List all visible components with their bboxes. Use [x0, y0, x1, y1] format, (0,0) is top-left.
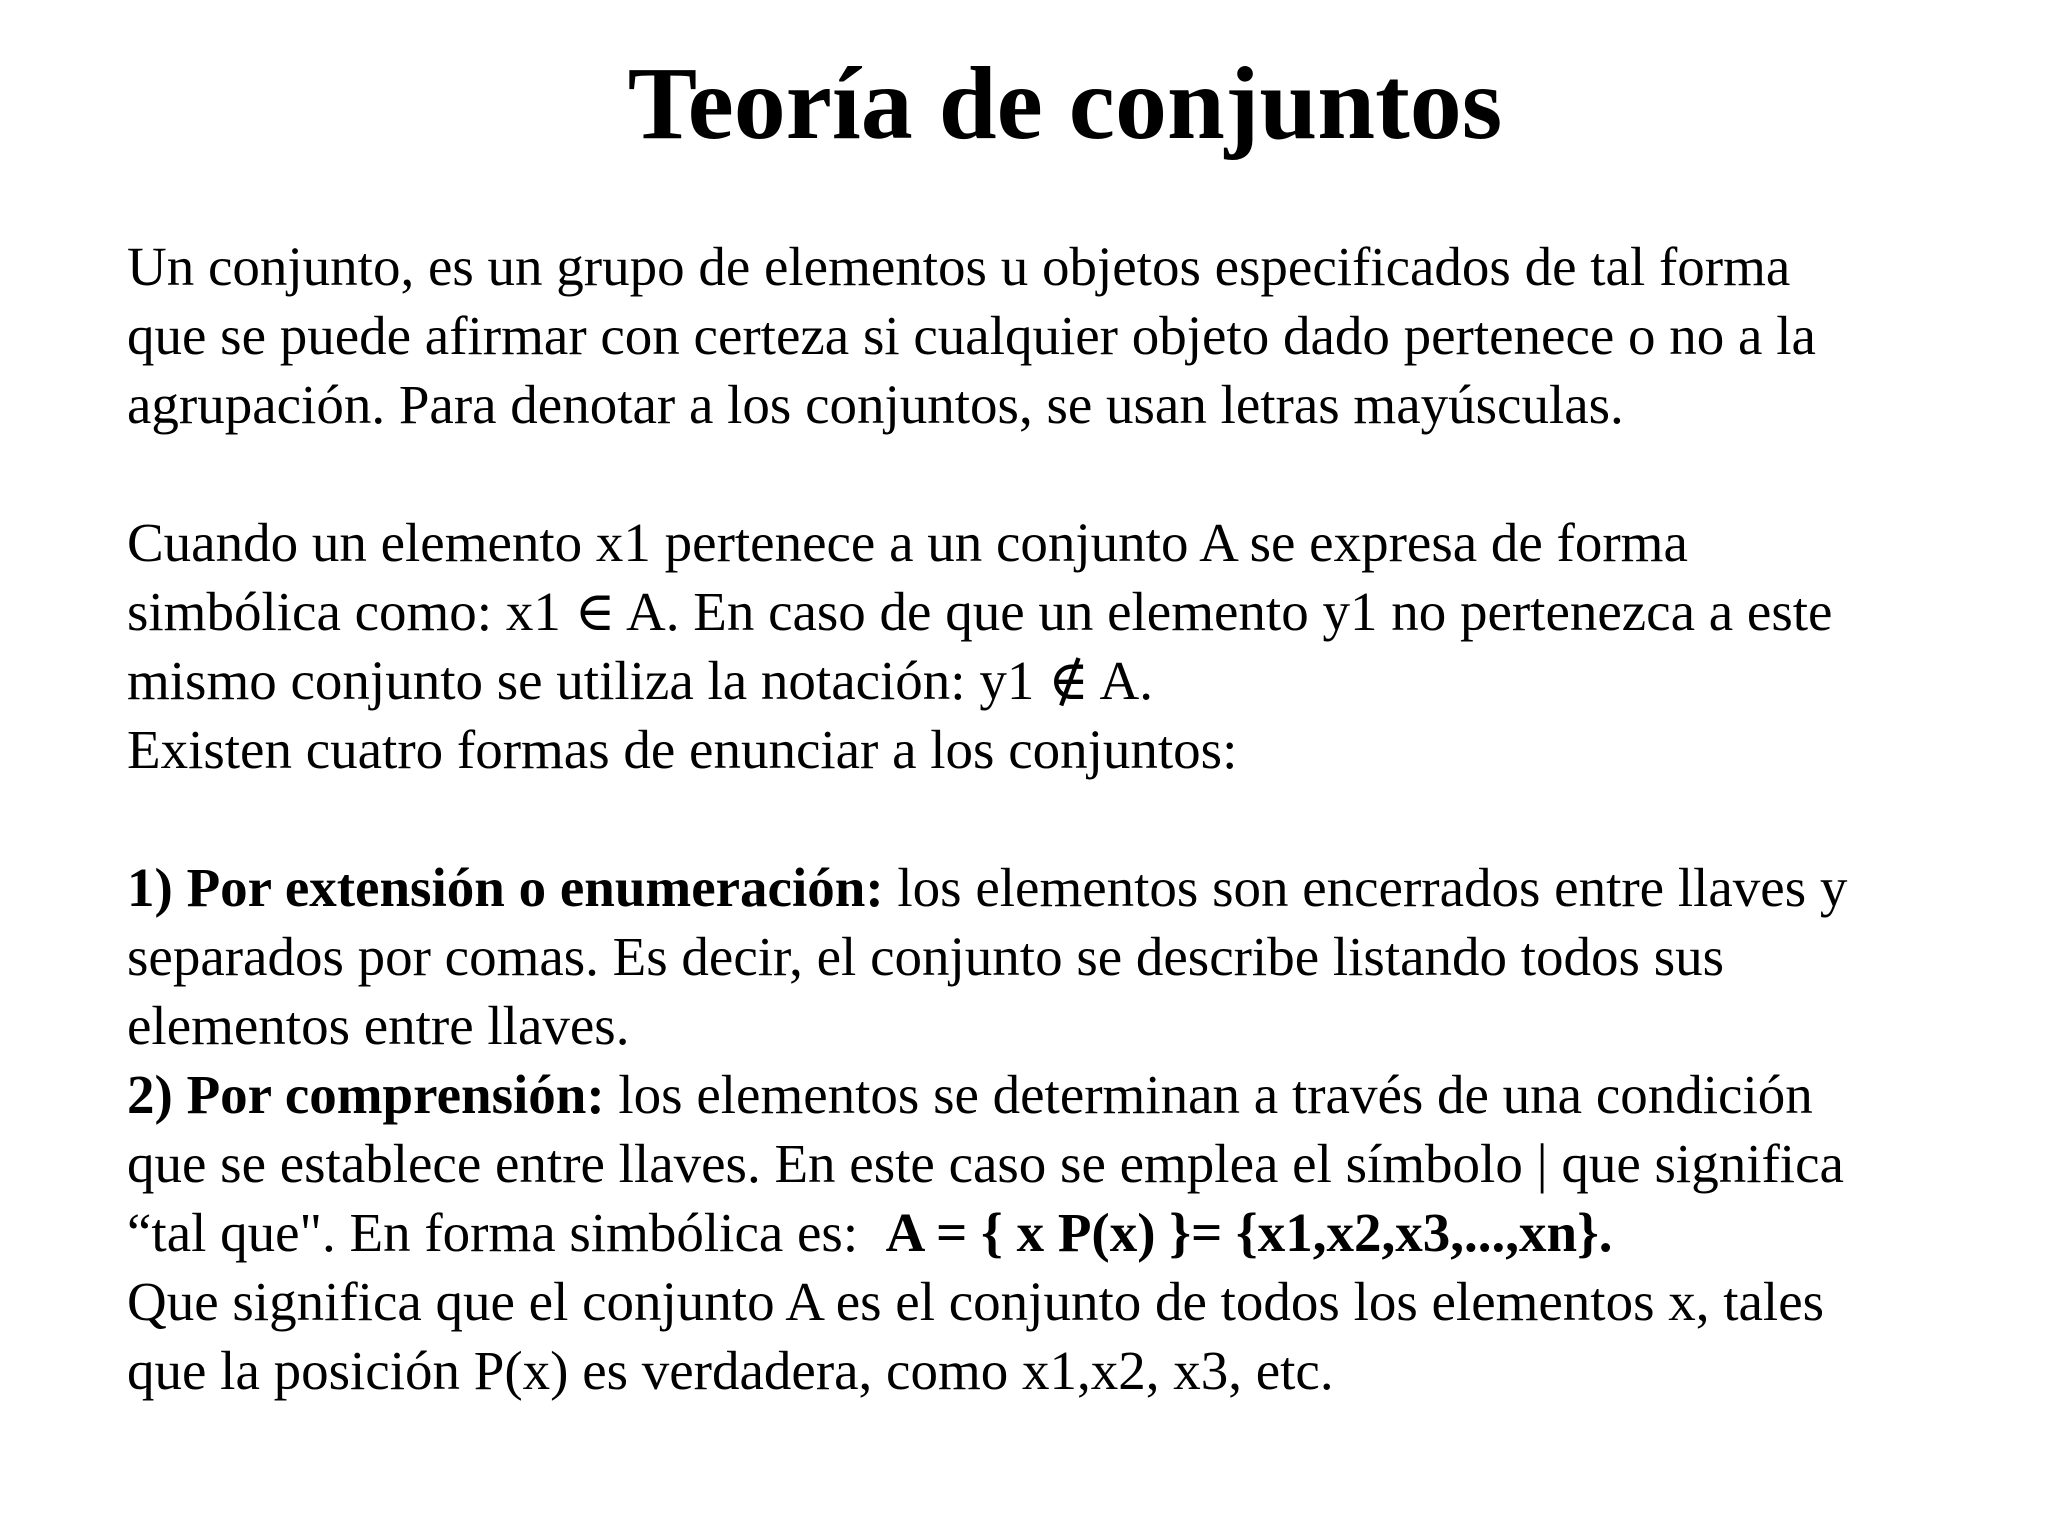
intro-line: agrupación. Para denotar a los conjuntos, se usan letras mayúsculas. [127, 374, 1624, 435]
form-comprehension-line: que la posición P(x) es verdadera, como x1,x2, x3, etc. [127, 1340, 1334, 1401]
intro-paragraph [127, 232, 1957, 439]
membership-paragraph [127, 508, 1957, 784]
form-comprehension-text: los elementos se determinan a través de una condición [604, 1064, 1813, 1125]
form-extension-heading: 1) Por extensión o enumeración: [127, 857, 884, 918]
paragraph-spacer [127, 784, 1957, 853]
form-comprehension-text: “tal que". En forma simbólica es: [127, 1202, 886, 1263]
intro-line: Un conjunto, es un grupo de elementos u objetos especificados de tal forma [127, 236, 1791, 297]
membership-line: simbólica como: x1 ∈ A. En caso de que un elemento y1 no pertenezca a este [127, 581, 1833, 642]
intro-line: que se puede afirmar con certeza si cualquier objeto dado pertenece o no a la [127, 305, 1816, 366]
page-title: Teoría de conjuntos [627, 46, 1503, 161]
form-comprehension-heading: 2) Por comprensión: [127, 1064, 605, 1125]
form-comprehension-line: que se establece entre llaves. En este caso se emplea el símbolo | que significa [127, 1133, 1844, 1194]
body-text [127, 232, 1957, 1405]
form-extension [127, 853, 1957, 1060]
membership-line: Existen cuatro formas de enunciar a los conjuntos: [127, 719, 1238, 780]
form-extension-line [127, 853, 1957, 922]
form-comprehension-line: Que significa que el conjunto A es el conjunto de todos los elementos x, tales [127, 1271, 1825, 1332]
form-comprehension-line [127, 1060, 1957, 1129]
membership-line: Cuando un elemento x1 pertenece a un conjunto A se expresa de forma [127, 512, 1688, 573]
membership-line: mismo conjunto se utiliza la notación: y1 ∉ A. [127, 650, 1153, 711]
form-comprehension-line [127, 1198, 1957, 1267]
form-extension-line: separados por comas. Es decir, el conjunto se describe listando todos sus [127, 926, 1725, 987]
form-extension-line: elementos entre llaves. [127, 995, 630, 1056]
paragraph-spacer [127, 439, 1957, 508]
form-extension-text: los elementos son encerrados entre llaves y [883, 857, 1848, 918]
set-formula: A = { x P(x) }= {x1,x2,x3,...,xn}. [885, 1202, 1613, 1263]
form-comprehension [127, 1060, 1957, 1405]
